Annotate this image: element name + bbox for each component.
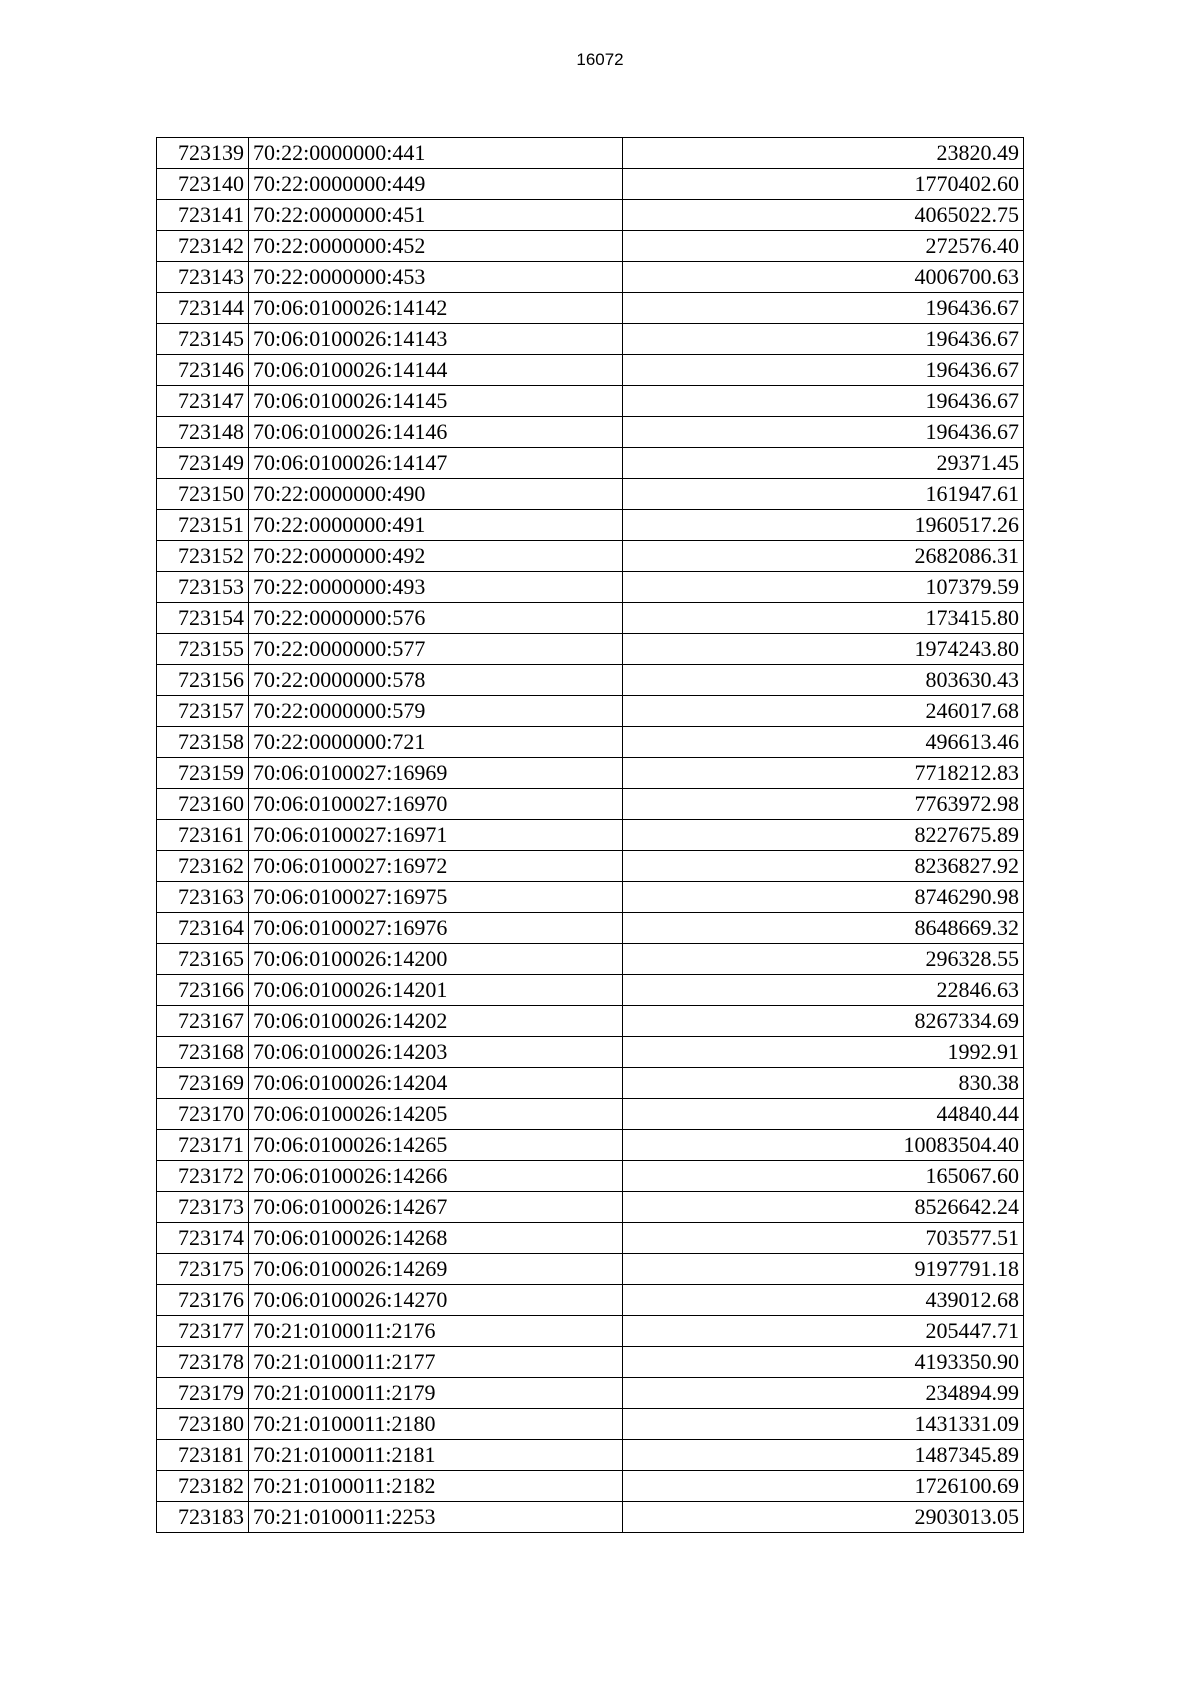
table-row [157,1099,1024,1130]
table-row [157,820,1024,851]
cadastral-value-cell: 7763972.98 [623,789,1024,820]
table-row [157,448,1024,479]
table-row [157,169,1024,200]
cadastral-value-cell: 107379.59 [623,572,1024,603]
cadastral-value-cell: 29371.45 [623,448,1024,479]
cadastral-number-cell: 70:22:0000000:449 [249,169,623,200]
cadastral-value-cell: 8227675.89 [623,820,1024,851]
row-number-cell: 723182 [157,1471,249,1502]
cadastral-value-cell: 703577.51 [623,1223,1024,1254]
cadastral-value-cell: 1960517.26 [623,510,1024,541]
row-number-cell: 723178 [157,1347,249,1378]
table-row [157,1161,1024,1192]
cadastral-value-cell: 165067.60 [623,1161,1024,1192]
page-number: 16072 [576,50,624,69]
table-row [157,789,1024,820]
row-number-cell: 723161 [157,820,249,851]
row-number-cell: 723169 [157,1068,249,1099]
table-row [157,1037,1024,1068]
row-number-cell: 723149 [157,448,249,479]
cadastral-value-cell: 23820.49 [623,138,1024,169]
table-row [157,324,1024,355]
table-row [157,262,1024,293]
cadastral-number-cell: 70:06:0100026:14201 [249,975,623,1006]
cadastral-value-cell: 8648669.32 [623,913,1024,944]
cadastral-number-cell: 70:22:0000000:578 [249,665,623,696]
cadastral-value-cell: 803630.43 [623,665,1024,696]
cadastral-number-cell: 70:21:0100011:2176 [249,1316,623,1347]
cadastral-number-cell: 70:06:0100027:16976 [249,913,623,944]
cadastral-number-cell: 70:06:0100027:16972 [249,851,623,882]
row-number-cell: 723160 [157,789,249,820]
cadastral-number-cell: 70:21:0100011:2177 [249,1347,623,1378]
cadastral-value-cell: 2682086.31 [623,541,1024,572]
cadastral-number-cell: 70:06:0100026:14205 [249,1099,623,1130]
row-number-cell: 723164 [157,913,249,944]
row-number-cell: 723144 [157,293,249,324]
cadastral-number-cell: 70:06:0100027:16970 [249,789,623,820]
cadastral-value-table [156,137,1024,1533]
table-row [157,1254,1024,1285]
table-row [157,1006,1024,1037]
cadastral-number-cell: 70:22:0000000:493 [249,572,623,603]
row-number-cell: 723142 [157,231,249,262]
row-number-cell: 723141 [157,200,249,231]
cadastral-value-cell: 246017.68 [623,696,1024,727]
cadastral-number-cell: 70:22:0000000:451 [249,200,623,231]
table-row [157,355,1024,386]
cadastral-value-cell: 1974243.80 [623,634,1024,665]
row-number-cell: 723163 [157,882,249,913]
table-row [157,634,1024,665]
cadastral-value-cell: 10083504.40 [623,1130,1024,1161]
table-row [157,1285,1024,1316]
table-row [157,603,1024,634]
cadastral-value-cell: 234894.99 [623,1378,1024,1409]
table-row [157,417,1024,448]
row-number-cell: 723150 [157,479,249,510]
cadastral-value-cell: 1431331.09 [623,1409,1024,1440]
table-row [157,1316,1024,1347]
table-row [157,138,1024,169]
row-number-cell: 723180 [157,1409,249,1440]
cadastral-number-cell: 70:22:0000000:490 [249,479,623,510]
table-row [157,1068,1024,1099]
row-number-cell: 723170 [157,1099,249,1130]
cadastral-value-cell: 8526642.24 [623,1192,1024,1223]
cadastral-number-cell: 70:06:0100027:16975 [249,882,623,913]
table-row [157,1347,1024,1378]
row-number-cell: 723147 [157,386,249,417]
row-number-cell: 723175 [157,1254,249,1285]
cadastral-number-cell: 70:06:0100026:14146 [249,417,623,448]
table-row [157,200,1024,231]
table-row [157,1440,1024,1471]
cadastral-number-cell: 70:06:0100026:14147 [249,448,623,479]
table-row [157,1192,1024,1223]
cadastral-value-cell: 7718212.83 [623,758,1024,789]
table-row [157,1502,1024,1533]
table-row [157,231,1024,262]
cadastral-number-cell: 70:06:0100026:14142 [249,293,623,324]
table-row [157,727,1024,758]
cadastral-number-cell: 70:06:0100027:16971 [249,820,623,851]
cadastral-number-cell: 70:21:0100011:2182 [249,1471,623,1502]
table-row [157,665,1024,696]
cadastral-value-cell: 830.38 [623,1068,1024,1099]
cadastral-number-cell: 70:21:0100011:2181 [249,1440,623,1471]
cadastral-value-cell: 296328.55 [623,944,1024,975]
cadastral-value-cell: 196436.67 [623,355,1024,386]
row-number-cell: 723155 [157,634,249,665]
row-number-cell: 723171 [157,1130,249,1161]
table-row [157,882,1024,913]
row-number-cell: 723159 [157,758,249,789]
cadastral-value-cell: 4193350.90 [623,1347,1024,1378]
cadastral-number-cell: 70:22:0000000:579 [249,696,623,727]
cadastral-value-cell: 4065022.75 [623,200,1024,231]
cadastral-number-cell: 70:06:0100026:14202 [249,1006,623,1037]
row-number-cell: 723183 [157,1502,249,1533]
cadastral-value-cell: 44840.44 [623,1099,1024,1130]
cadastral-value-cell: 496613.46 [623,727,1024,758]
row-number-cell: 723152 [157,541,249,572]
table-row [157,696,1024,727]
cadastral-value-cell: 4006700.63 [623,262,1024,293]
row-number-cell: 723158 [157,727,249,758]
cadastral-number-cell: 70:22:0000000:721 [249,727,623,758]
row-number-cell: 723154 [157,603,249,634]
table-row [157,479,1024,510]
row-number-cell: 723157 [157,696,249,727]
cadastral-number-cell: 70:06:0100026:14200 [249,944,623,975]
table-row [157,758,1024,789]
cadastral-value-cell: 1770402.60 [623,169,1024,200]
cadastral-number-cell: 70:22:0000000:576 [249,603,623,634]
cadastral-number-cell: 70:22:0000000:452 [249,231,623,262]
table-row [157,510,1024,541]
table-body [157,138,1024,1533]
row-number-cell: 723139 [157,138,249,169]
cadastral-number-cell: 70:06:0100026:14204 [249,1068,623,1099]
cadastral-number-cell: 70:21:0100011:2180 [249,1409,623,1440]
cadastral-number-cell: 70:22:0000000:577 [249,634,623,665]
cadastral-number-cell: 70:22:0000000:453 [249,262,623,293]
cadastral-number-cell: 70:22:0000000:441 [249,138,623,169]
table-row [157,944,1024,975]
cadastral-number-cell: 70:06:0100027:16969 [249,758,623,789]
cadastral-number-cell: 70:06:0100026:14268 [249,1223,623,1254]
cadastral-value-cell: 2903013.05 [623,1502,1024,1533]
cadastral-value-cell: 8746290.98 [623,882,1024,913]
cadastral-number-cell: 70:21:0100011:2179 [249,1378,623,1409]
table-row [157,851,1024,882]
row-number-cell: 723153 [157,572,249,603]
row-number-cell: 723165 [157,944,249,975]
cadastral-value-cell: 9197791.18 [623,1254,1024,1285]
cadastral-value-cell: 196436.67 [623,386,1024,417]
row-number-cell: 723168 [157,1037,249,1068]
cadastral-number-cell: 70:06:0100026:14144 [249,355,623,386]
table-row [157,1223,1024,1254]
row-number-cell: 723143 [157,262,249,293]
row-number-cell: 723162 [157,851,249,882]
cadastral-number-cell: 70:06:0100026:14265 [249,1130,623,1161]
row-number-cell: 723145 [157,324,249,355]
row-number-cell: 723173 [157,1192,249,1223]
cadastral-value-cell: 439012.68 [623,1285,1024,1316]
cadastral-value-cell: 1992.91 [623,1037,1024,1068]
cadastral-value-cell: 205447.71 [623,1316,1024,1347]
row-number-cell: 723176 [157,1285,249,1316]
cadastral-number-cell: 70:22:0000000:492 [249,541,623,572]
cadastral-number-cell: 70:06:0100026:14145 [249,386,623,417]
row-number-cell: 723167 [157,1006,249,1037]
table-row [157,386,1024,417]
cadastral-value-cell: 1726100.69 [623,1471,1024,1502]
cadastral-value-cell: 161947.61 [623,479,1024,510]
cadastral-number-cell: 70:06:0100026:14266 [249,1161,623,1192]
row-number-cell: 723181 [157,1440,249,1471]
row-number-cell: 723148 [157,417,249,448]
cadastral-value-cell: 196436.67 [623,417,1024,448]
table-row [157,1409,1024,1440]
cadastral-value-cell: 1487345.89 [623,1440,1024,1471]
cadastral-number-cell: 70:06:0100026:14267 [249,1192,623,1223]
row-number-cell: 723146 [157,355,249,386]
table-row [157,1130,1024,1161]
cadastral-number-cell: 70:06:0100026:14270 [249,1285,623,1316]
row-number-cell: 723151 [157,510,249,541]
table-row [157,1378,1024,1409]
cadastral-value-cell: 173415.80 [623,603,1024,634]
table-row [157,1471,1024,1502]
table-row [157,913,1024,944]
row-number-cell: 723174 [157,1223,249,1254]
table-row [157,572,1024,603]
cadastral-number-cell: 70:21:0100011:2253 [249,1502,623,1533]
cadastral-number-cell: 70:06:0100026:14143 [249,324,623,355]
table-row [157,293,1024,324]
cadastral-value-cell: 196436.67 [623,324,1024,355]
row-number-cell: 723156 [157,665,249,696]
cadastral-number-cell: 70:22:0000000:491 [249,510,623,541]
row-number-cell: 723140 [157,169,249,200]
cadastral-value-cell: 272576.40 [623,231,1024,262]
table-row [157,541,1024,572]
row-number-cell: 723166 [157,975,249,1006]
row-number-cell: 723172 [157,1161,249,1192]
cadastral-value-cell: 196436.67 [623,293,1024,324]
table-row [157,975,1024,1006]
cadastral-value-cell: 8267334.69 [623,1006,1024,1037]
row-number-cell: 723179 [157,1378,249,1409]
row-number-cell: 723177 [157,1316,249,1347]
cadastral-value-cell: 22846.63 [623,975,1024,1006]
cadastral-value-cell: 8236827.92 [623,851,1024,882]
cadastral-number-cell: 70:06:0100026:14269 [249,1254,623,1285]
cadastral-number-cell: 70:06:0100026:14203 [249,1037,623,1068]
